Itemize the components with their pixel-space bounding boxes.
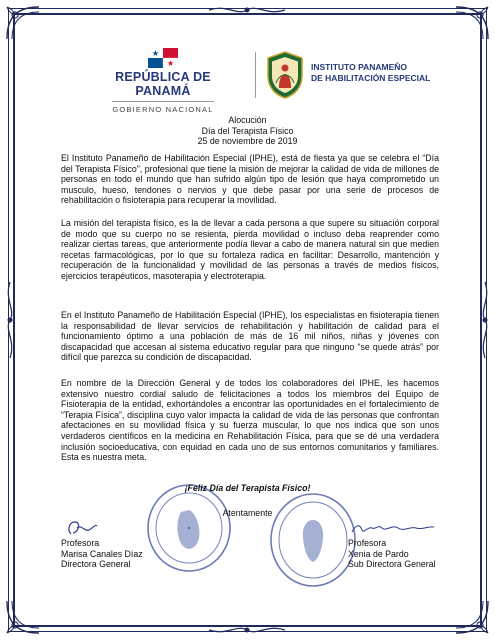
title-line1: Alocución <box>228 115 267 125</box>
handwritten-signature <box>61 518 111 538</box>
official-stamp-icon <box>268 490 358 590</box>
edge-ornament-icon <box>2 280 18 360</box>
signatory-title: Profesora <box>61 538 100 548</box>
letterhead <box>80 48 435 114</box>
signatory-role: Directora General <box>61 559 131 570</box>
document-title <box>0 115 495 147</box>
handwritten-signature <box>348 518 438 538</box>
panama-flag-icon <box>148 48 178 68</box>
institute-name <box>311 62 430 84</box>
corner-ornament-icon <box>3 3 43 43</box>
signatory-name: Marisa Canales Díaz <box>61 548 143 559</box>
signature-block-left <box>61 518 201 570</box>
signatory-role: Sub Directora General <box>348 559 436 570</box>
corner-ornament-icon <box>452 3 492 43</box>
edge-ornament-icon <box>477 280 493 360</box>
ipehe-emblem-icon <box>265 50 305 100</box>
signature-block-right <box>348 518 458 570</box>
header-divider <box>255 52 256 98</box>
closing-line: ¡Feliz Día del Terapista Físico! <box>184 483 311 493</box>
signatory-name: Xenia de Pardo <box>348 548 409 559</box>
paragraph: La misión del terapista físico, es la de llevar a cada persona a que supere su situación corporal de modo que su cuerpo no se resienta, pierda movilidad o incluso deba reaprender como realizar ciertas tareas, que anteriormente podía llevar a cabo de manera natural sin que medien recetas farmacológicas, por lo que su fortaleza radica en facilitar: Desarrollo, mantención y recuperación de la funcionalidad y movilidad de las personas a través de medios físicos, ejercicios terapéuticos, masoterapia y electroterapia. <box>61 218 439 281</box>
edge-ornament-icon <box>207 2 287 18</box>
corner-ornament-icon <box>3 597 43 637</box>
edge-ornament-icon <box>207 622 287 638</box>
government-subtitle: GOBIERNO NACIONAL <box>112 101 213 114</box>
government-title: REPÚBLICA DE PANAMÁ <box>115 70 211 98</box>
paragraph: El Instituto Panameño de Habilitación Especial (IPHE), está de fiesta ya que se celebra el “Día del Terapista Físico”, profesional que tiene la misión de mejorar la calidad de vida de millones de personas en todo el mundo que han sufrido algún tipo de lesión que haya comprometido un musculo, hueso, tendones o nervios y que debe pasar por una serie de procesos de rehabilitación o fisioterapia para recuperar la movilidad. <box>61 153 439 206</box>
institute-name-line2: DE HABILITACIÓN ESPECIAL <box>311 73 431 83</box>
title-date: 25 de noviembre de 2019 <box>197 136 298 146</box>
government-logo <box>88 48 238 117</box>
paragraph: En nombre de la Dirección General y de todos los colaboradores del IPHE, les hacemos extensivo nuestro cordial saludo de felicitaciones a todos los miembros del Equipo de Fisioterapia de la entidad, exhortándoles a encontrar las oportunidades en el fortalecimiento de “Terapia Física”, disciplina cuyo valor impacta la calidad de vida de las personas que confrontan afectaciones en su movilidad física y su fuerza muscular, lo que nos indica que son unos verdaderos científicos en la medicina en Rehabilitación Física, para que se dé una verdadera inclusión socioeducativa, con equidad en cada uno de sus entornos comunitarios y familiares. Esta es nuestra meta. <box>61 378 439 463</box>
signatory-title: Profesora <box>348 538 387 548</box>
institute-logo <box>265 50 435 100</box>
corner-ornament-icon <box>452 597 492 637</box>
sign-off: Atentamente <box>222 508 273 518</box>
paragraph: En el Instituto Panameño de Habilitación Especial (IPHE), los especialistas en fisioterapia tienen la responsabilidad de llevar servicios de rehabilitación y habilitación de calidad para el funcionamiento óptimo a una población de más de 16 mil niños, niñas y jóvenes con discapacidad que accesan al sistema educativo regular para que ninguno “se quede atrás” por difícil que parezca su condición de discapacidad. <box>61 310 439 363</box>
title-line2: Día del Terapista Físico <box>201 125 294 136</box>
institute-name-line1: INSTITUTO PANAMEÑO <box>311 62 408 72</box>
